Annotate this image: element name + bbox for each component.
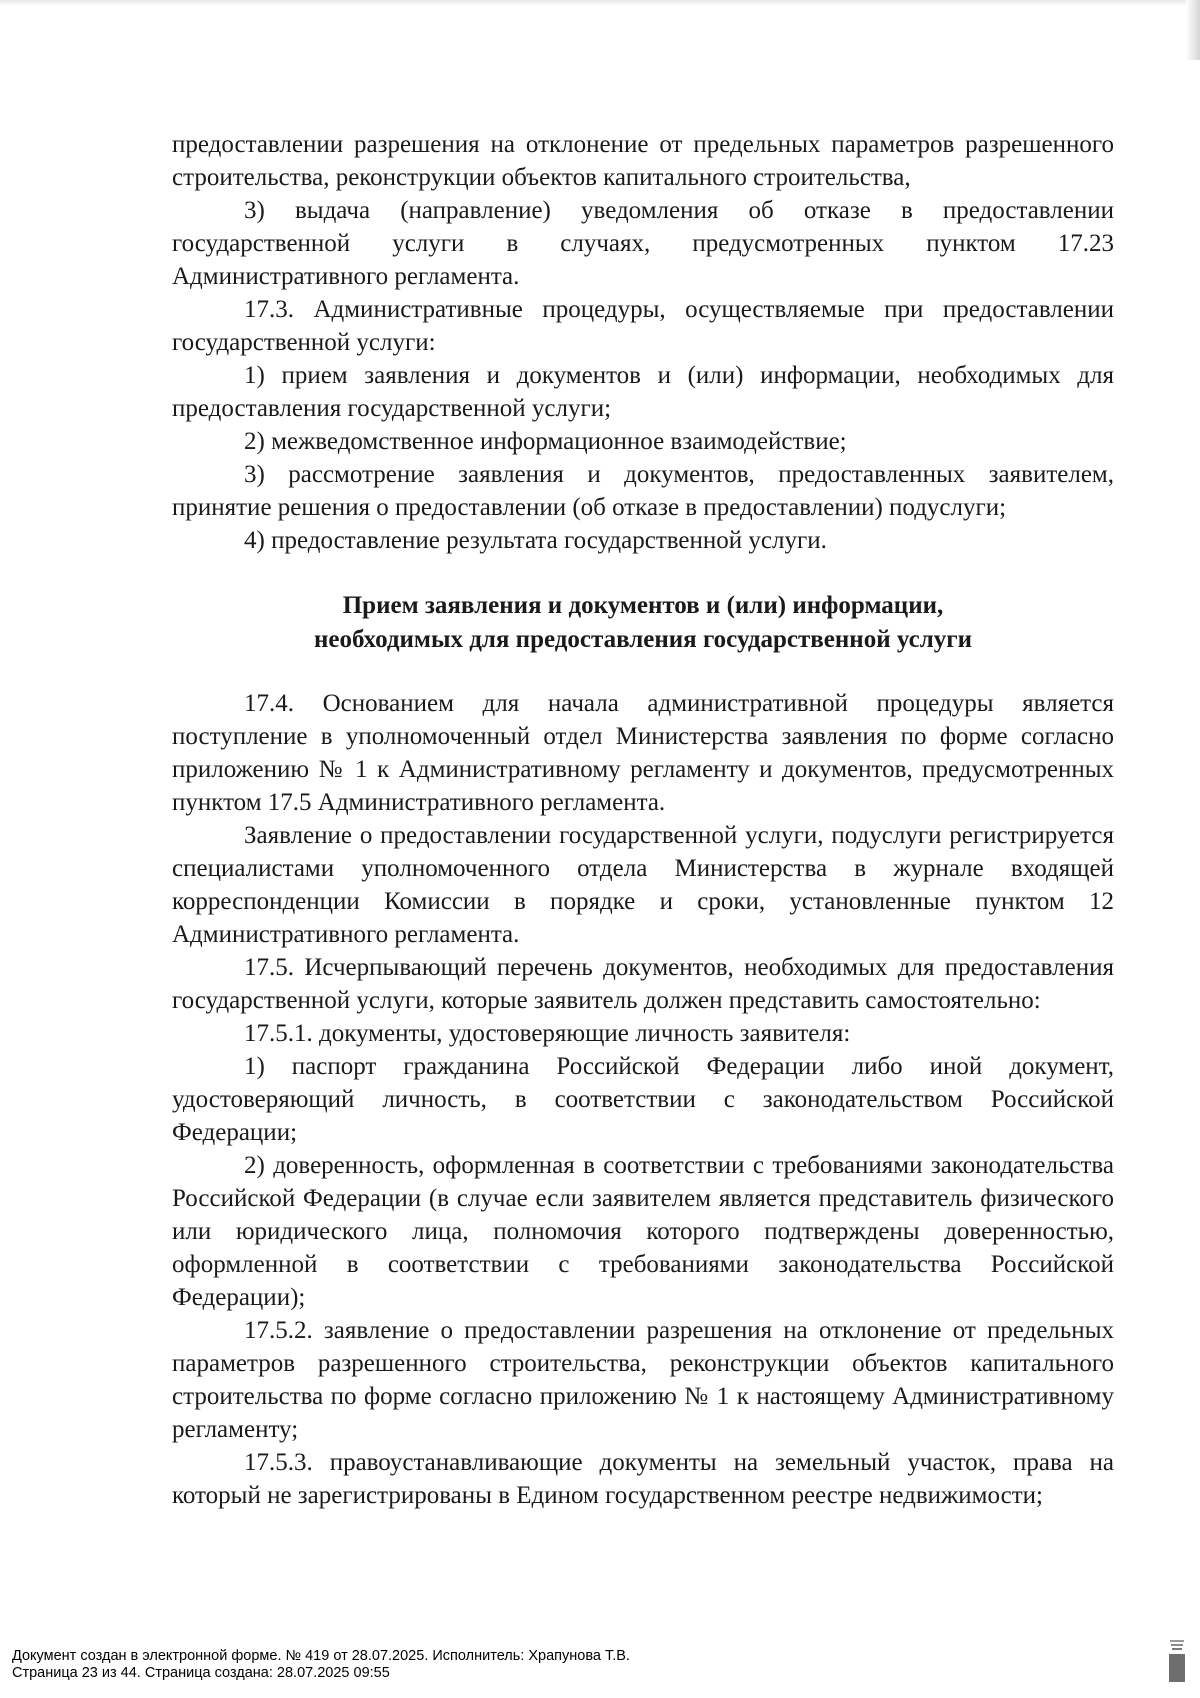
paragraph: 3) выдача (направление) уведомления об отказе в предоставлении государственной услуги в случаях, предусмотренных пунктом 17.23 Административного регламента.	[172, 197, 1114, 290]
paragraph: Заявление о предоставлении государственной услуги, подуслуги регистрируется специалистами уполномоченного отдела Министерства в журнале входящей корреспонденции Комиссии в порядке и сроки, установленные пунктом 12 Административного регламента.	[172, 822, 1114, 948]
scan-edge-right	[1186, 0, 1200, 60]
footer-line-document-info: Документ создан в электронной форме. № 419 от 28.07.2025. Исполнитель: Храпунова Т.В.	[12, 1648, 630, 1664]
paragraph: 4) предоставление результата государственной услуги.	[244, 527, 827, 554]
scan-edge-top	[0, 0, 1200, 6]
paragraph: 2) межведомственное информационное взаимодействие;	[244, 428, 847, 455]
paragraph: 2) доверенность, оформленная в соответствии с требованиями законодательства Российской Федерации (в случае если заявителем является представитель физического или юридического лица, полномочия которого подтверждены доверенностью, оформленной в соответствии с требованиями законодательства Российской Федерации);	[172, 1152, 1114, 1311]
paragraph: 17.3. Административные процедуры, осуществляемые при предоставлении государственной услуги:	[172, 296, 1114, 356]
paragraph: 17.4. Основанием для начала административной процедуры является поступление в уполномоченный отдел Министерства заявления по форме согласно приложению № 1 к Административному регламенту и документов, предусмотренных пунктом 17.5 Административного регламента.	[172, 690, 1114, 816]
paragraph: 3) рассмотрение заявления и документов, предоставленных заявителем, принятие решения о предоставлении (об отказе в предоставлении) подуслуги;	[172, 461, 1114, 521]
paragraph: 17.5.1. документы, удостоверяющие личность заявителя:	[244, 1020, 851, 1047]
paragraph: 1) прием заявления и документов и (или) информации, необходимых для предоставления государственной услуги;	[172, 362, 1114, 422]
footer-line-page-info: Страница 23 из 44. Страница создана: 28.07.2025 09:55	[12, 1665, 390, 1681]
paragraph: 17.5.3. правоустанавливающие документы на земельный участок, права на который не зарегистрированы в Едином государственном реестре недвижимости;	[172, 1449, 1114, 1509]
paragraph: 17.5.2. заявление о предоставлении разрешения на отклонение от предельных параметров разрешенного строительства, реконструкции объектов капитального строительства по форме согласно приложению № 1 к настоящему Административному регламенту;	[172, 1317, 1114, 1443]
document-body	[172, 128, 1114, 1512]
paragraph: предоставлении разрешения на отклонение от предельных параметров разрешенного строительства, реконструкции объектов капитального строительства,	[172, 131, 1114, 191]
section-heading-line-2: необходимых для предоставления государственной услуги	[314, 626, 972, 653]
section-heading	[172, 589, 1114, 657]
paragraph: 1) паспорт гражданина Российской Федерации либо иной документ, удостоверяющий личность, в соответствии с законодательством Российской Федерации;	[172, 1053, 1114, 1146]
electronic-document-footer	[12, 1648, 630, 1682]
paragraph: 17.5. Исчерпывающий перечень документов, необходимых для предоставления государственной услуги, которые заявитель должен представить самостоятельно:	[172, 954, 1114, 1014]
document-stamp-icon	[1168, 1640, 1186, 1684]
section-heading-line-1: Прием заявления и документов и (или) информации,	[342, 592, 944, 619]
